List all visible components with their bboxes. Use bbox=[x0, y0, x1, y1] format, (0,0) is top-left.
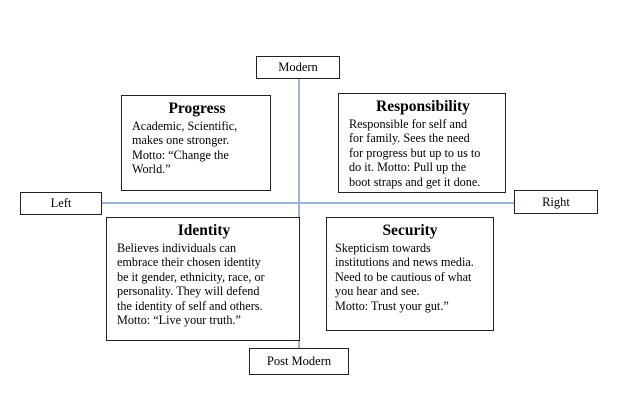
axis-label-left bbox=[20, 192, 102, 215]
quadrant-responsibility bbox=[338, 93, 506, 193]
quadrant-line: boot straps and get it done. bbox=[349, 174, 481, 189]
quadrant-line: for progress but up to us to bbox=[349, 145, 481, 160]
quadrant-line: for family. Sees the need bbox=[349, 131, 470, 146]
axis-label-modern bbox=[256, 56, 340, 79]
quadrant-line: Skepticism towards bbox=[335, 241, 431, 255]
horizontal-axis-line bbox=[100, 202, 518, 204]
quadrant-line: embrace their chosen identity bbox=[117, 255, 261, 270]
axis-label-post-modern bbox=[249, 348, 349, 375]
axis-label-modern-text: Modern bbox=[278, 60, 318, 74]
quadrant-line: be it gender, ethnicity, race, or bbox=[117, 269, 265, 284]
quadrant-line: Believes individuals can bbox=[117, 241, 237, 255]
axis-label-left-text: Left bbox=[50, 196, 72, 210]
quadrant-line: Responsible for self and bbox=[349, 117, 468, 131]
quadrant-line: do it. Motto: Pull up the bbox=[349, 160, 467, 175]
quadrant-line: Need to be cautious of what bbox=[335, 269, 472, 284]
axis-label-right bbox=[514, 190, 598, 214]
axis-label-post-modern-text: Post Modern bbox=[266, 354, 332, 368]
quadrant-title: Progress bbox=[168, 100, 226, 117]
quadrant-line: institutions and news media. bbox=[335, 255, 474, 270]
quadrant-line: makes one stronger. bbox=[132, 133, 230, 148]
quadrant-title: Security bbox=[382, 222, 438, 239]
quadrant-line: Motto: “Change the bbox=[132, 147, 229, 162]
quadrant-line: personality. They will defend bbox=[117, 284, 260, 299]
quadrant-progress bbox=[121, 95, 271, 191]
quadrant-title: Responsibility bbox=[376, 98, 470, 115]
axis-label-right-text: Right bbox=[542, 194, 570, 209]
quadrant-line: Motto: “Live your truth.” bbox=[117, 313, 241, 328]
quadrant-line: Academic, Scientific, bbox=[132, 119, 238, 133]
quadrant-line: the identity of self and others. bbox=[117, 298, 263, 313]
quadrant-title: Identity bbox=[177, 222, 231, 239]
quadrant-line: Motto: Trust your gut.” bbox=[335, 298, 449, 313]
quadrant-line: you hear and see. bbox=[335, 284, 420, 299]
quadrant-security bbox=[326, 217, 494, 331]
quadrant-identity bbox=[106, 217, 300, 341]
quadrant-line: World.” bbox=[132, 162, 171, 177]
